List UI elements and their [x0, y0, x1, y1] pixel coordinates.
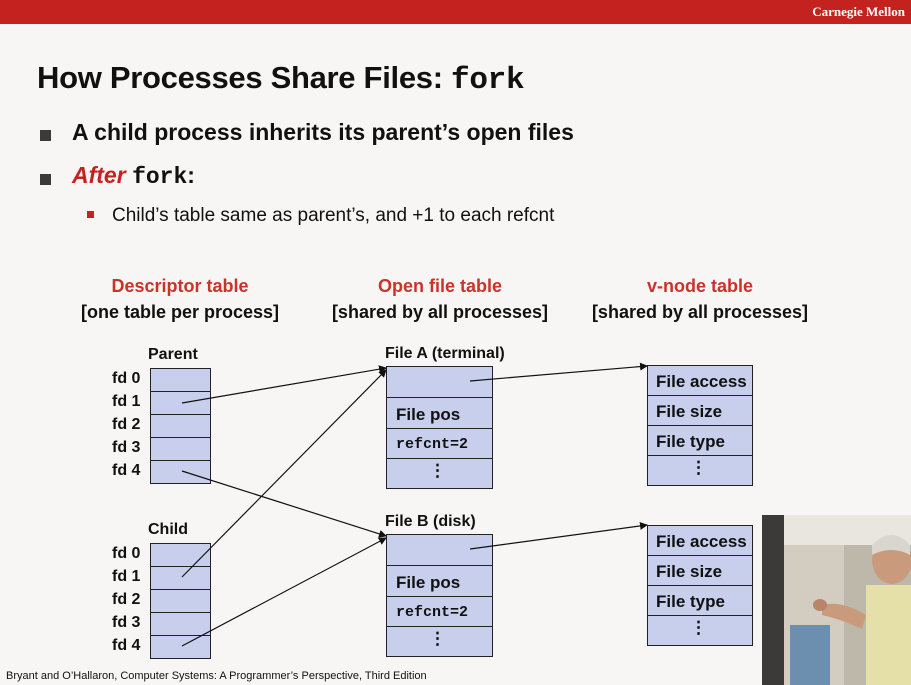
child-fd3-label: fd 3 [112, 614, 141, 631]
vnode-b-more: ⋮ [690, 618, 707, 637]
header-openfile-title: Open file table [377, 276, 503, 296]
parent-fd1-label: fd 1 [112, 393, 141, 410]
speaker-video [762, 515, 911, 685]
header-descriptor-subtitle: [one table per process] [80, 302, 280, 322]
vnode-a-access: File access [656, 372, 747, 391]
file-a-label: File A (terminal) [385, 345, 505, 362]
speaker-video-image [762, 515, 911, 685]
arrow-file-b-to-vnode-b [470, 525, 647, 549]
file-b-pos: File pos [396, 573, 461, 592]
title-code: fork [451, 63, 525, 98]
sub-bullet: Child’s table same as parent’s, and +1 to each refcnt [112, 205, 555, 226]
parent-fd4-label: fd 4 [112, 462, 141, 479]
file-b-more: ⋮ [429, 629, 446, 648]
parent-fd2-label: fd 2 [112, 416, 141, 433]
header-vnode-title: v-node table [646, 276, 753, 296]
parent-fd0-label: fd 0 [112, 370, 141, 387]
footer-citation: Bryant and O’Hallaron, Computer Systems: A Programmer’s Perspective, Third Edition [6, 670, 427, 682]
child-label: Child [148, 521, 188, 538]
child-fd4-label: fd 4 [112, 637, 141, 654]
bullet-2-colon: : [187, 162, 195, 188]
brand-label: Carnegie Mellon [812, 4, 905, 19]
arrow-child-fd1-to-file-a [182, 370, 386, 577]
child-fd1-label: fd 1 [112, 568, 141, 585]
parent-fd3-label: fd 3 [112, 439, 141, 456]
vnode-b-size: File size [656, 562, 723, 581]
parent-label: Parent [148, 346, 198, 363]
arrow-child-fd4-to-file-b [182, 538, 386, 646]
arrow-file-a-to-vnode-a [470, 366, 647, 381]
child-fd0-label: fd 0 [112, 545, 141, 562]
bullet-2-code: fork [132, 164, 188, 190]
bullet-1: A child process inherits its parent’s open files [72, 119, 574, 145]
arrow-parent-fd4-to-file-b [182, 471, 386, 536]
header-vnode-subtitle: [shared by all processes] [591, 302, 809, 322]
child-fd2-label: fd 2 [112, 591, 141, 608]
bullet-2-after: After [72, 162, 126, 188]
vnode-b-access: File access [656, 532, 747, 551]
file-a-refcnt: refcnt=2 [396, 436, 469, 453]
file-a-more: ⋮ [429, 461, 446, 480]
vnode-a-size: File size [656, 402, 723, 421]
file-b-label: File B (disk) [385, 513, 476, 530]
file-a-pos: File pos [396, 405, 461, 424]
header-openfile-subtitle: [shared by all processes] [331, 302, 549, 322]
vnode-a-more: ⋮ [690, 458, 707, 477]
file-b-refcnt: refcnt=2 [396, 604, 469, 621]
header-descriptor-title: Descriptor table [111, 276, 249, 296]
arrow-parent-fd1-to-file-a [182, 368, 386, 403]
title-text: How Processes Share Files: [37, 60, 452, 95]
vnode-a-type: File type [656, 432, 725, 451]
vnode-b-type: File type [656, 592, 725, 611]
